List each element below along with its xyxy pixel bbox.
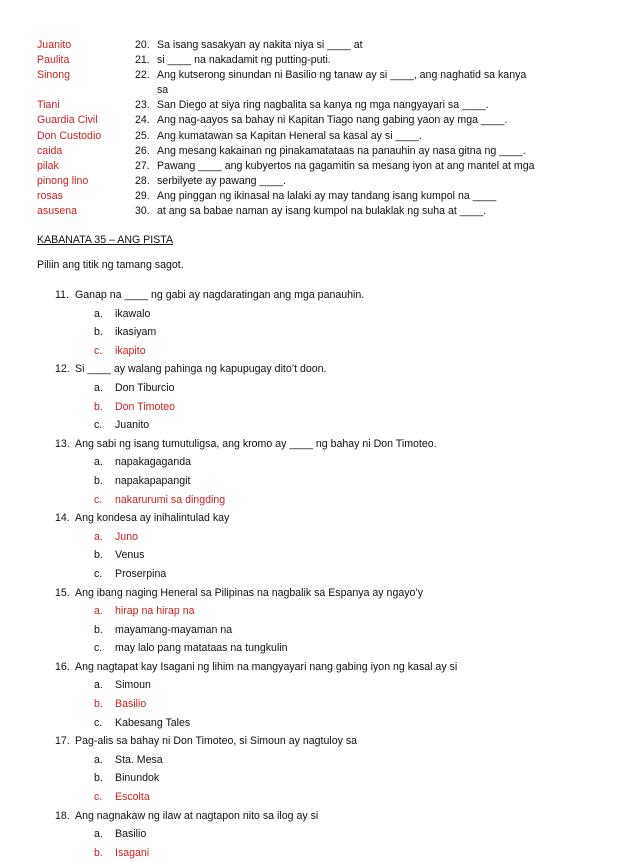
question-text: Ang ibang naging Heneral sa Pilipinas na nagbalik sa Espanya ay ngayo’y	[75, 586, 424, 599]
option-text: napakagaganda	[115, 456, 191, 469]
matching-number: 20.	[135, 39, 150, 51]
matching-answer: Don Custodio	[37, 129, 102, 142]
matching-answer: pilak	[37, 159, 59, 172]
matching-number: 25.	[135, 129, 150, 142]
question-text: Ang kondesa ay inihalintulad kay	[75, 512, 230, 525]
matching-row	[37, 113, 597, 128]
question-item	[55, 286, 615, 305]
option-text: ikasiyam	[115, 326, 157, 339]
option-letter: c.	[94, 716, 103, 729]
matching-row	[37, 144, 597, 159]
matching-number: 26.	[135, 144, 150, 157]
matching-number: 27.	[135, 159, 150, 172]
matching-question: si ____ na nakadamit ng putting-puti.	[157, 54, 331, 67]
matching-question: sa	[157, 84, 169, 97]
answer-option	[55, 565, 615, 584]
matching-answer: Paulita	[37, 54, 70, 67]
option-letter: a.	[94, 605, 103, 618]
option-text: ikapito	[115, 344, 146, 357]
matching-question: Ang mesang kakainan ng pinakamatataas na panauhin ay nasa gitna ng ____.	[157, 144, 526, 157]
question-number: 12.	[55, 363, 70, 376]
matching-question: Ang nag-aayos sa bahay ni Kapitan Tiago nang gabing yaon ay mga ____.	[157, 114, 508, 127]
matching-question: San Diego at siya ring nagbalita sa kanya ng mga nangyayari sa ____.	[157, 99, 489, 112]
question-number: 13.	[55, 437, 70, 450]
option-letter: c.	[94, 642, 103, 655]
option-text: Kabesang Tales	[115, 716, 191, 729]
answer-option	[55, 453, 615, 472]
option-text: Don Timoteo	[115, 400, 176, 413]
answer-option-correct	[55, 342, 615, 361]
option-letter: b.	[94, 846, 103, 859]
option-letter: a.	[94, 456, 103, 469]
option-letter: a.	[94, 679, 103, 692]
matching-answer: asusena	[37, 205, 78, 218]
answer-option-correct	[55, 844, 615, 862]
option-text: Sta. Mesa	[115, 753, 163, 766]
question-text: Ang nagtapat kay Isagani ng lihim na mangyayari nang gabing iyon ng kasal ay si	[75, 660, 458, 673]
matching-row	[37, 174, 597, 189]
answer-option	[55, 472, 615, 491]
matching-question: Ang kutserong sinundan ni Basilio ng tanaw ay si ____, ang naghatid sa kanya	[157, 69, 527, 82]
answer-option	[55, 621, 615, 640]
matching-number: 23.	[135, 99, 150, 112]
option-text: mayamang-mayaman na	[115, 623, 233, 636]
matching-question: Pawang ____ ang kubyertos na gagamitin sa mesang iyon at ang mantel at mga	[157, 159, 535, 172]
option-text: hirap na hirap na	[115, 605, 195, 618]
answer-option	[55, 769, 615, 788]
option-letter: c.	[94, 419, 103, 432]
matching-answer: Guardia Civil	[37, 114, 98, 127]
matching-row	[37, 53, 597, 68]
option-letter: a.	[94, 307, 103, 320]
answer-option-correct	[55, 602, 615, 621]
option-letter: b.	[94, 474, 103, 487]
matching-question: Sa isang sasakyan ay nakita niya si ____ at	[157, 39, 363, 51]
option-text: Simoun	[115, 679, 151, 692]
option-text: Juanito	[115, 419, 150, 432]
instruction-text: Piliin ang titik ng tamang sagot.	[37, 259, 184, 271]
question-number: 14.	[55, 512, 70, 525]
question-number: 17.	[55, 735, 70, 748]
option-text: may lalo pang matataas na tungkulin	[115, 642, 288, 655]
option-text: Venus	[115, 549, 145, 562]
matching-section	[37, 38, 597, 219]
option-letter: a.	[94, 828, 103, 841]
matching-number: 29.	[135, 189, 150, 202]
question-item	[55, 732, 615, 751]
option-letter: b.	[94, 772, 103, 785]
option-letter: c.	[94, 567, 103, 580]
question-text: Si ____ ay walang pahinga ng kapupugay dito’t doon.	[75, 363, 327, 376]
option-text: Juno	[115, 530, 138, 543]
option-text: Binundok	[115, 772, 160, 785]
matching-answer: Tiani	[37, 99, 60, 112]
chapter-heading: KABANATA 35 – ANG PISTA	[37, 234, 174, 246]
answer-option	[55, 546, 615, 565]
matching-number: 30.	[135, 205, 150, 218]
matching-question: at ang sa babae naman ay isang kumpol na bulaklak ng suha at ____.	[157, 205, 487, 218]
question-number: 18.	[55, 809, 70, 822]
question-item	[55, 584, 615, 603]
question-item	[55, 435, 615, 454]
question-number: 11.	[55, 289, 69, 301]
question-text: Pag-alis sa bahay ni Don Timoteo, si Simoun ay nagtuloy sa	[75, 735, 358, 748]
option-letter: a.	[94, 381, 103, 394]
question-item	[55, 658, 615, 677]
question-item	[55, 509, 615, 528]
matching-row	[37, 204, 597, 219]
matching-number: 24.	[135, 114, 150, 127]
question-text: Ganap na ____ ng gabi ay nagdaratingan ang mga panauhin.	[75, 289, 365, 301]
matching-row	[37, 83, 597, 98]
matching-answer: Juanito	[37, 39, 72, 51]
option-letter: c.	[94, 493, 103, 506]
matching-answer	[37, 83, 135, 98]
matching-row	[37, 129, 597, 144]
option-text: Proserpina	[115, 567, 167, 580]
option-letter: b.	[94, 698, 103, 711]
option-letter: c.	[94, 344, 103, 357]
matching-question: Ang pinggan ng ikinasal na lalaki ay may tandang isang kumpol na ____	[157, 189, 497, 202]
matching-row	[37, 159, 597, 174]
question-item	[55, 807, 615, 826]
matching-row	[37, 189, 597, 204]
question-text: Ang nagnakaw ng ilaw at nagtapon nito sa ilog ay si	[75, 809, 319, 822]
option-text: Don Tiburcio	[115, 381, 175, 394]
matching-question: serbilyete ay pawang ____.	[157, 174, 286, 187]
question-item	[55, 360, 615, 379]
answer-option-correct	[55, 788, 615, 807]
answer-option	[55, 825, 615, 844]
multiple-choice-section	[55, 286, 615, 862]
matching-row	[37, 38, 597, 53]
matching-number: 28.	[135, 174, 150, 187]
option-text: Escolta	[115, 791, 150, 804]
matching-number: 21.	[135, 54, 150, 67]
question-number: 15.	[55, 586, 70, 599]
option-text: nakarurumi sa dingding	[115, 493, 226, 506]
answer-option	[55, 379, 615, 398]
answer-option	[55, 676, 615, 695]
option-letter: a.	[94, 530, 103, 543]
matching-answer: rosas	[37, 189, 63, 202]
matching-row	[37, 98, 597, 113]
option-letter: c.	[94, 791, 103, 804]
matching-answer: Sinong	[37, 69, 70, 82]
option-letter: a.	[94, 753, 103, 766]
matching-number	[135, 83, 157, 98]
answer-option	[55, 639, 615, 658]
question-text: Ang sabi ng isang tumutuligsa, ang kromo ay ____ ng bahay ni Don Timoteo.	[75, 437, 437, 450]
option-letter: b.	[94, 549, 103, 562]
answer-option	[55, 714, 615, 733]
option-text: Basilio	[115, 698, 147, 711]
option-text: Basilio	[115, 828, 147, 841]
answer-option	[55, 323, 615, 342]
matching-number: 22.	[135, 69, 150, 82]
option-letter: b.	[94, 326, 103, 339]
matching-answer: pinong lino	[37, 174, 89, 187]
answer-option-correct	[55, 491, 615, 510]
answer-option	[55, 416, 615, 435]
answer-option	[55, 751, 615, 770]
answer-option	[55, 305, 615, 324]
option-text: Isagani	[115, 846, 150, 859]
answer-option-correct	[55, 398, 615, 417]
answer-option-correct	[55, 695, 615, 714]
question-number: 16.	[55, 660, 70, 673]
matching-row	[37, 68, 597, 83]
option-text: napakapapangit	[115, 474, 191, 487]
option-letter: b.	[94, 623, 103, 636]
option-letter: b.	[94, 400, 103, 413]
answer-option-correct	[55, 528, 615, 547]
matching-question: Ang kumatawan sa Kapitan Heneral sa kasal ay si ____.	[157, 129, 422, 142]
option-text: ikawalo	[115, 307, 151, 320]
matching-answer: caida	[37, 144, 63, 157]
